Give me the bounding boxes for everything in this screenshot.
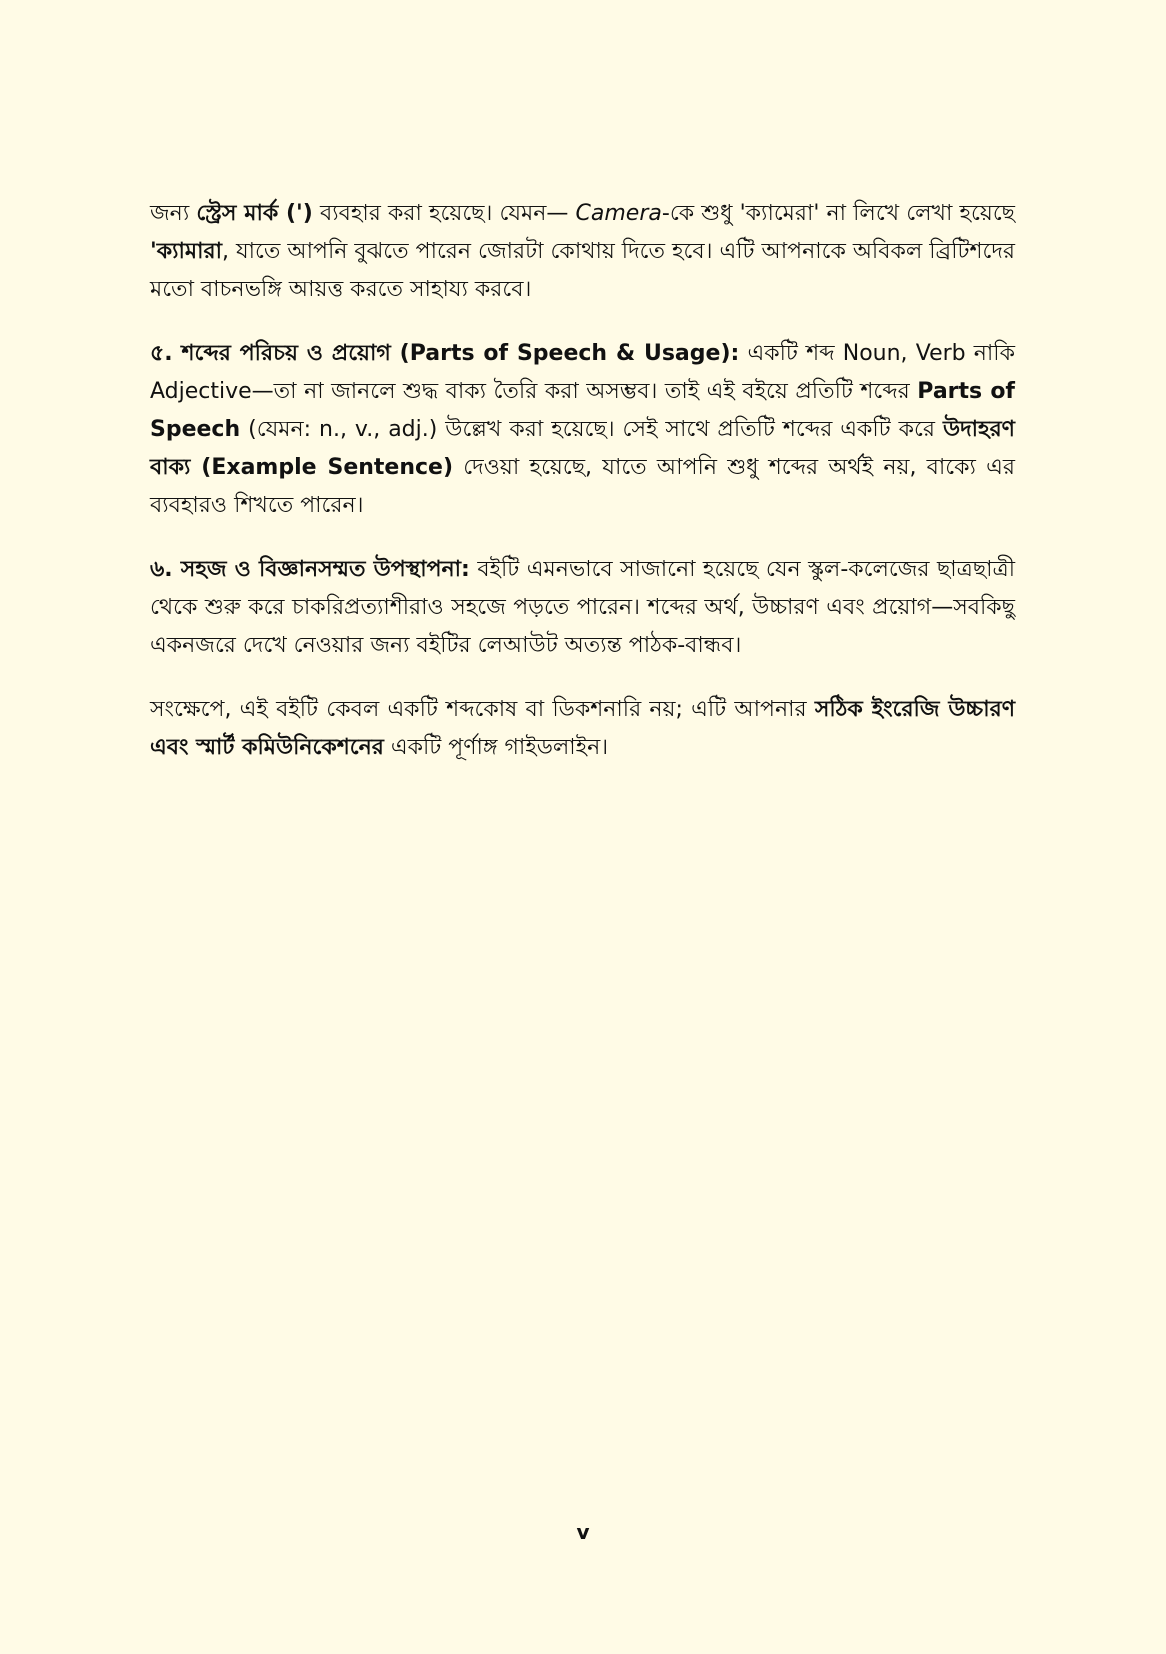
segment: 'ক্যামারা — [150, 239, 222, 264]
paragraph-stress-mark — [150, 195, 1015, 309]
segment: Parts of Speech — [150, 379, 1016, 442]
segment: ব্যবহার করা হয়েছে। যেমন— — [312, 201, 576, 226]
segment: Camera — [575, 201, 662, 226]
segment: স্ট্রেস মার্ক (') — [196, 201, 313, 226]
paragraph-summary — [150, 691, 1015, 767]
segment: উদাহরণ বাক্য (Example Sentence) — [150, 417, 1015, 480]
paragraph-parts-of-speech — [150, 335, 1015, 525]
segment: দেওয়া হয়েছে, যাতে আপনি শুধু শব্দের অর্থই নয়, বাক্যে এর ব্যবহারও শিখতে পারেন। — [150, 455, 1015, 518]
segment: সংক্ষেপে, এই বইটি কেবল একটি শব্দকোষ বা ডিকশনারি নয়; এটি আপনার — [150, 697, 815, 722]
page-body — [150, 195, 1015, 793]
section-heading: ৬. সহজ ও বিজ্ঞানসম্মত উপস্থাপনা: — [150, 557, 470, 582]
segment: সঠিক ইংরেজি উচ্চারণ এবং স্মার্ট কমিউনিকেশনের — [150, 697, 1015, 760]
segment: একটি শব্দ Noun, Verb নাকি Adjective—তা না জানলে শুদ্ধ বাক্য তৈরি করা অসম্ভব। তাই এই বইয়ে প্রতিটি শব্দের — [150, 341, 1015, 404]
page-number: v — [576, 1520, 590, 1544]
segment: জন্য — [150, 201, 197, 226]
segment: (যেমন: n., v., adj.) উল্লেখ করা হয়েছে। সেই সাথে প্রতিটি শব্দের একটি করে — [240, 417, 943, 442]
segment: বইটি এমনভাবে সাজানো হয়েছে যেন স্কুল-কলেজের ছাত্রছাত্রী থেকে শুরু করে চাকরিপ্রত্যাশীরাও সহজে পড়তে পারেন। শব্দের অর্থ, উচ্চারণ এবং প্রয়োগ—সবকিছু একনজরে দেখে নেওয়ার জন্য বইটির লেআউট অত্যন্ত পাঠক-বান্ধব। — [150, 557, 1016, 658]
paragraph-presentation — [150, 551, 1015, 665]
segment: , যাতে আপনি বুঝতে পারেন জোরটা কোথায় দিতে হবে। এটি আপনাকে অবিকল ব্রিটিশদের মতো বাচনভঙ্গি আয়ত্ত করতে সাহায্য করবে। — [150, 239, 1015, 302]
section-heading: ৫. শব্দের পরিচয় ও প্রয়োগ (Parts of Speech & Usage): — [150, 341, 740, 366]
segment: -কে শুধু 'ক্যামেরা' না লিখে লেখা হয়েছে — [661, 201, 1016, 226]
segment: একটি পূর্ণাঙ্গ গাইডলাইন। — [383, 735, 609, 760]
